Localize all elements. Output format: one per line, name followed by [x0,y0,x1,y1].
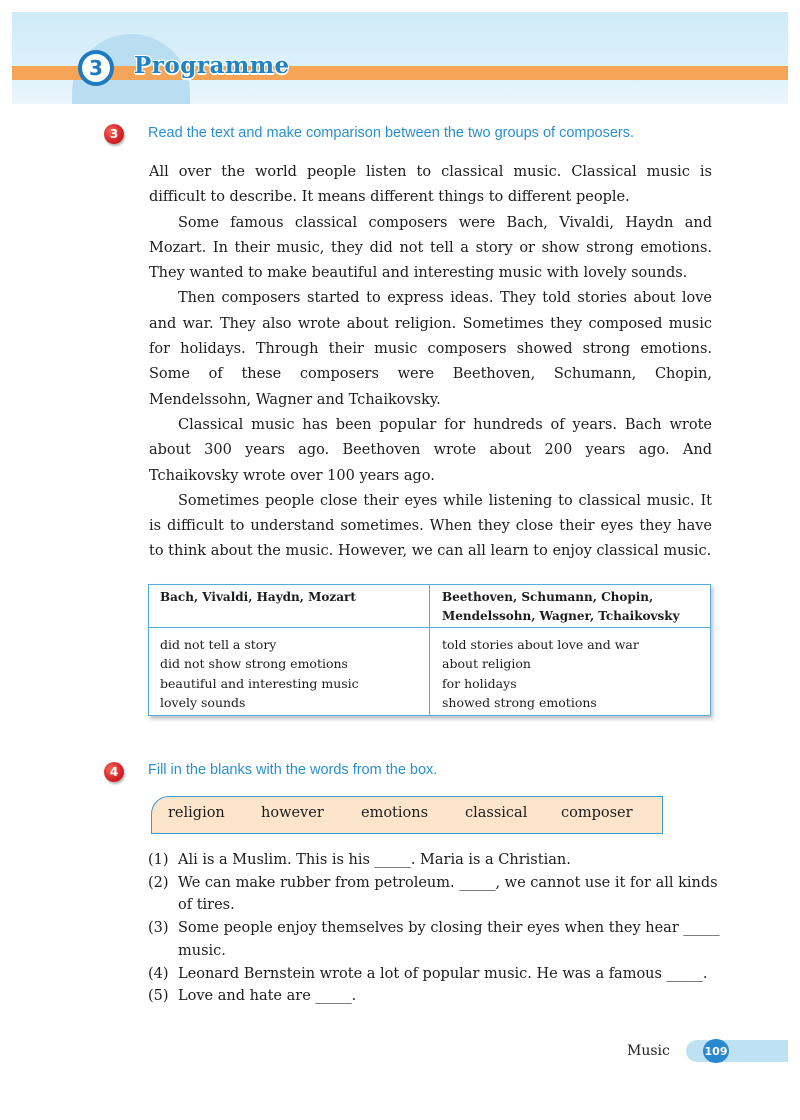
item-text: Some people enjoy themselves by closing their eyes when they hear _____ music. [178,920,720,959]
word-box-item: classical [465,805,528,821]
header-stripe [12,66,788,80]
unit-number-badge: 3 [78,50,114,86]
word-box-item: however [261,805,324,821]
footer-band [686,1040,788,1062]
item-number: (2) [148,874,169,891]
table-column-divider [429,585,430,715]
item-text: Leonard Bernstein wrote a lot of popular music. He was a famous _____. [178,965,708,982]
table-cell: did not tell a story [160,637,277,652]
list-item [148,872,728,917]
item-text: Ali is a Muslim. This is his _____. Maria is a Christian. [178,852,571,868]
word-box-item: composer [561,805,633,821]
paragraph-3: Then composers started to express ideas. They told stories about love and war. They also wrote about religion. Sometimes they composed music for holidays. Through their music composers showed strong emotions. Some of these composers were Beethoven, Schumann, Chopin, Mendelssohn, Wagner and Tchaikovsky. [149,290,712,408]
table-cell: lovely sounds [160,694,246,710]
table-cell: told stories about love and war [442,637,639,652]
list-item [148,849,728,872]
exercise-3-instruction: Read the text and make comparison between the two groups of composers. [148,125,635,141]
unit-title: Programme [134,52,290,79]
table-header-later-composers: Beethoven, Schumann, Chopin, Mendelssohn, Wagner, Tchaikovsky [442,590,680,623]
paragraph-4: Classical music has been popular for hundreds of years. Bach wrote about 300 years ago. Beethoven wrote about 200 years ago. And Tchaikovsky wrote over 100 years ago. [149,416,712,484]
paragraph-2: Some famous classical composers were Bach, Vivaldi, Haydn and Mozart. In their music, they did not tell a story or show strong emotions. They wanted to make beautiful and interesting music with lovely sounds. [149,214,712,282]
exercise-4-marker: 4 [104,762,124,782]
fill-in-list [148,849,728,1008]
table-cell: showed strong emotions [442,694,597,710]
table-header-early-composers: Bach, Vivaldi, Haydn, Mozart [160,590,356,604]
table-cell: did not show strong emotions [160,656,348,672]
page-number: 109 [703,1039,729,1063]
table-column-later-composers [442,635,702,712]
word-box [151,796,663,834]
item-number: (3) [148,920,169,937]
table-cell: about religion [442,656,531,672]
item-number: (4) [148,965,169,982]
item-text: Love and hate are _____. [178,988,357,1005]
list-item [148,985,728,1008]
exercise-3-marker: 3 [104,124,124,144]
word-box-item: emotions [361,805,429,821]
table-cell: for holidays [442,675,517,691]
paragraph-5: Sometimes people close their eyes while listening to classical music. It is difficult to understand sometimes. When they close their eyes they have to think about the music. However, we can all learn to enjoy classical music. [149,492,712,560]
paragraph-1: All over the world people listen to classical music. Classical music is difficult to describe. It means different things to different people. [149,164,712,206]
comparison-table [148,584,711,716]
word-box-item: religion [168,805,225,821]
list-item [148,917,728,962]
item-text: We can make rubber from petroleum. _____, we cannot use it for all kinds of tires. [178,874,718,914]
footer-section-label: Music [627,1043,670,1059]
table-column-early-composers [160,635,420,712]
item-number: (5) [148,988,169,1005]
reading-passage [149,160,712,565]
exercise-4-instruction: Fill in the blanks with the words from the box. [148,762,438,778]
list-item [148,963,728,986]
table-cell: beautiful and interesting music [160,675,359,691]
item-number: (1) [148,852,169,868]
